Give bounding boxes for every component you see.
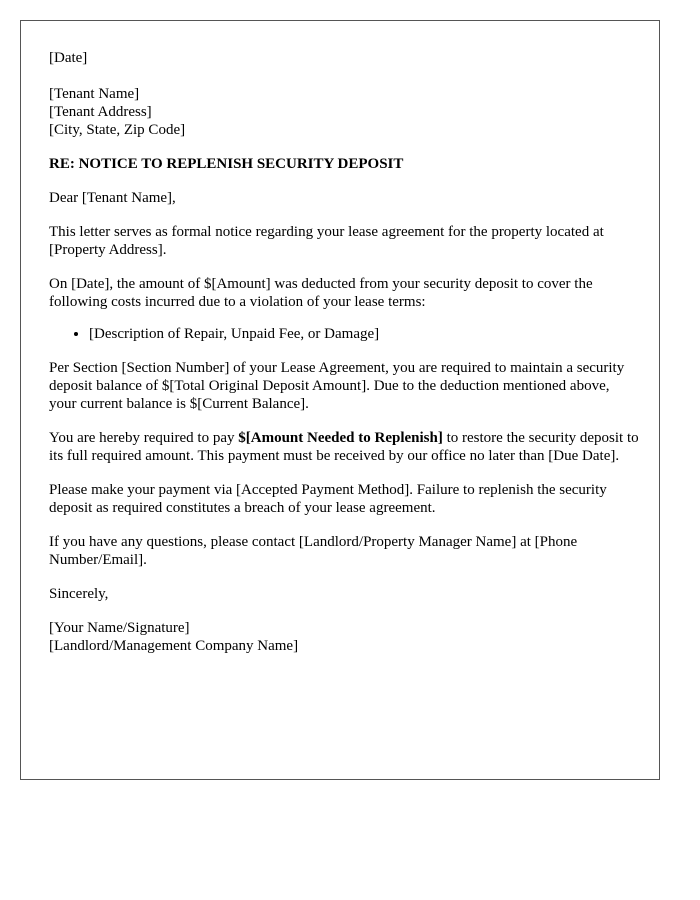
salutation: Dear [Tenant Name], bbox=[49, 190, 176, 206]
payment-required-lead: You are hereby required to pay bbox=[49, 430, 239, 446]
recipient-address: [Tenant Address] bbox=[49, 104, 152, 120]
closing: Sincerely, bbox=[49, 586, 109, 602]
deduction-paragraph: On [Date], the amount of $[Amount] was deducted from your security deposit to cover the following costs incurred due to a violation of your lease terms: bbox=[49, 276, 593, 310]
balance-paragraph: Per Section [Section Number] of your Lease Agreement, you are required to maintain a security deposit balance of $[Total Original Deposit Amount]. Due to the deduction mentioned above, your current balance is $[Current Balance]. bbox=[49, 360, 625, 412]
contact-paragraph: If you have any questions, please contact [Landlord/Property Manager Name] at [Phone Number/Email]. bbox=[49, 534, 578, 568]
replenish-amount: $[Amount Needed to Replenish] bbox=[238, 430, 443, 446]
letter-body bbox=[49, 49, 639, 655]
recipient-address-block bbox=[49, 85, 639, 139]
signature-name: [Your Name/Signature] bbox=[49, 620, 190, 636]
intro-paragraph: This letter serves as formal notice regarding your lease agreement for the property located at [Property Address]. bbox=[49, 224, 604, 258]
signature-company: [Landlord/Management Company Name] bbox=[49, 638, 299, 654]
recipient-name: [Tenant Name] bbox=[49, 86, 140, 102]
letter-page bbox=[20, 20, 660, 780]
recipient-city-state-zip: [City, State, Zip Code] bbox=[49, 122, 186, 138]
cost-list-item: • [Description of Repair, Unpaid Fee, or Damage] bbox=[89, 325, 639, 343]
letter-date: [Date] bbox=[49, 50, 88, 66]
payment-method-paragraph: Please make your payment via [Accepted Payment Method]. Failure to replenish the security deposit as required constitutes a breach of your lease agreement. bbox=[49, 482, 607, 516]
payment-required-tail: to restore the security deposit to its full required amount. This payment must be received by our office no later than [Due Date]. bbox=[49, 430, 639, 464]
cost-list bbox=[49, 325, 639, 343]
payment-required-paragraph bbox=[49, 429, 639, 465]
letter-subject: RE: NOTICE TO REPLENISH SECURITY DEPOSIT bbox=[49, 156, 404, 172]
signature-block bbox=[49, 619, 639, 655]
